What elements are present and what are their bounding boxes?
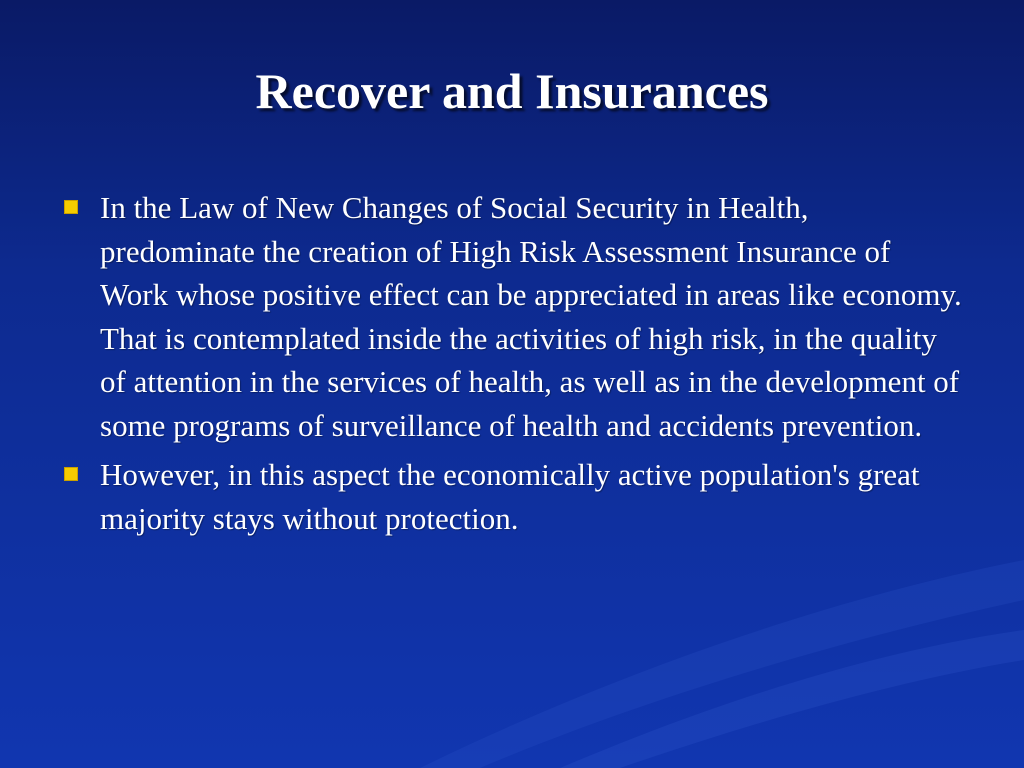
- slide-title: Recover and Insurances: [255, 63, 769, 119]
- square-bullet-icon: [64, 200, 78, 214]
- bullet-text: In the Law of New Changes of Social Security in Health, predominate the creation of High Risk Assessment Insurance of Work whose positive effect can be appreciated in areas like economy. That is contemplated inside the activities of high risk, in the quality of attention in the services of health, as well as in the development of some programs of surveillance of health and accidents prevention.: [100, 190, 962, 443]
- bullet-item: [62, 453, 962, 540]
- bullet-item: [62, 186, 962, 447]
- bullet-text: However, in this aspect the economically active population's great majority stays without protection.: [100, 457, 920, 536]
- square-bullet-icon: [64, 467, 78, 481]
- bullet-list: [62, 186, 962, 540]
